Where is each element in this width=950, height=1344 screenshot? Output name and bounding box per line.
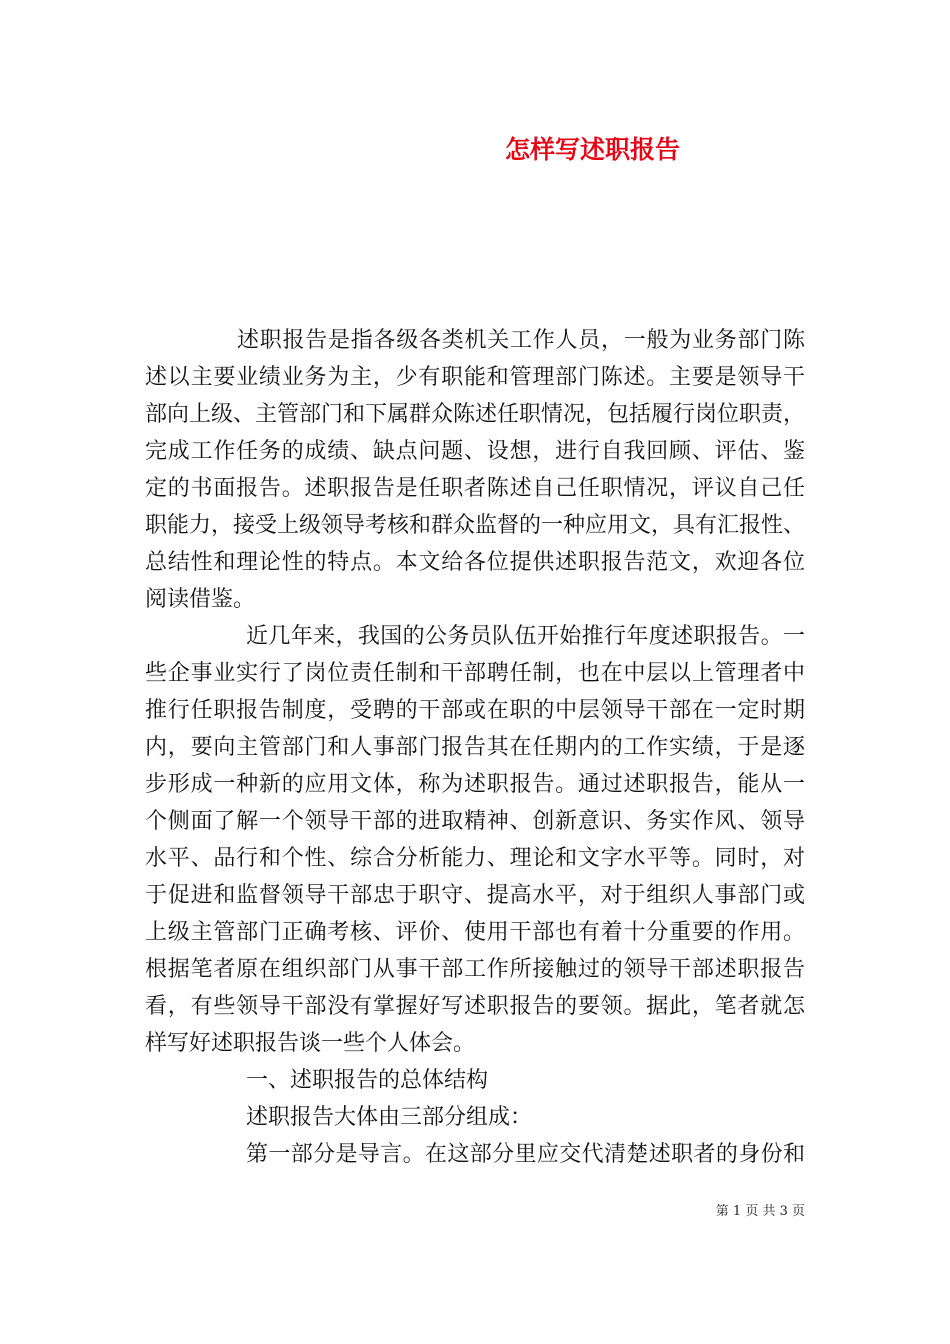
paragraph-4-line: 第一部分是导言。在这部分里应交代清楚述职者的身份和 (246, 1142, 805, 1167)
paragraph-1-line: 述以主要业绩业务为主，少有职能和管理部门陈述。主要是领导干 (145, 365, 805, 390)
paragraph-2-line: 些企事业实行了岗位责任制和干部聘任制，也在中层以上管理者中 (145, 661, 805, 686)
paragraph-2-line: 个侧面了解一个领导干部的进取精神、创新意识、务实作风、领导 (145, 809, 805, 834)
paragraph-1-line: 阅读借鉴。 (145, 587, 256, 612)
section-heading: 一、述职报告的总体结构 (246, 1068, 489, 1093)
paragraph-2-line: 近几年来，我国的公务员队伍开始推行年度述职报告。一 (246, 624, 805, 649)
paragraph-2-line: 于促进和监督领导干部忠于职守、提高水平，对于组织人事部门或 (145, 883, 805, 908)
paragraph-3-line: 述职报告大体由三部分组成： (246, 1105, 533, 1130)
paragraph-2-line: 上级主管部门正确考核、评价、使用干部也有着十分重要的作用。 (145, 920, 805, 945)
paragraph-1-line: 部向上级、主管部门和下属群众陈述任职情况，包括履行岗位职责， (145, 402, 806, 427)
paragraph-2-line: 看，有些领导干部没有掌握好写述职报告的要领。据此，笔者就怎 (145, 994, 805, 1019)
paragraph-2-line: 水平、品行和个性、综合分析能力、理论和文字水平等。同时，对 (145, 846, 805, 871)
paragraph-1-line: 总结性和理论性的特点。本文给各位提供述职报告范文，欢迎各位 (145, 550, 805, 575)
paragraph-1-line: 定的书面报告。述职报告是任职者陈述自己任职情况，评议自己任 (145, 476, 805, 501)
paragraph-1-line: 完成工作任务的成绩、缺点问题、设想，进行自我回顾、评估、鉴 (145, 439, 805, 464)
paragraph-2-line: 根据笔者原在组织部门从事干部工作所接触过的领导干部述职报告 (145, 957, 805, 982)
page-title: 怎样写述职报告 (505, 135, 681, 164)
paragraph-1-line: 职能力，接受上级领导考核和群众监督的一种应用文，具有汇报性、 (145, 513, 806, 538)
document-body (145, 322, 805, 1173)
page-number: 第 1 页 共 3 页 (715, 1204, 805, 1219)
paragraph-1-line: 述职报告是指各级各类机关工作人员，一般为业务部门陈 (237, 328, 805, 353)
paragraph-2-line: 内，要向主管部门和人事部门报告其在任期内的工作实绩，于是逐 (145, 735, 805, 760)
paragraph-2-line: 步形成一种新的应用文体，称为述职报告。通过述职报告，能从一 (145, 772, 805, 797)
paragraph-2-line: 推行任职报告制度，受聘的干部或在职的中层领导干部在一定时期 (145, 698, 805, 723)
paragraph-2-line: 样写好述职报告谈一些个人体会。 (145, 1031, 476, 1056)
